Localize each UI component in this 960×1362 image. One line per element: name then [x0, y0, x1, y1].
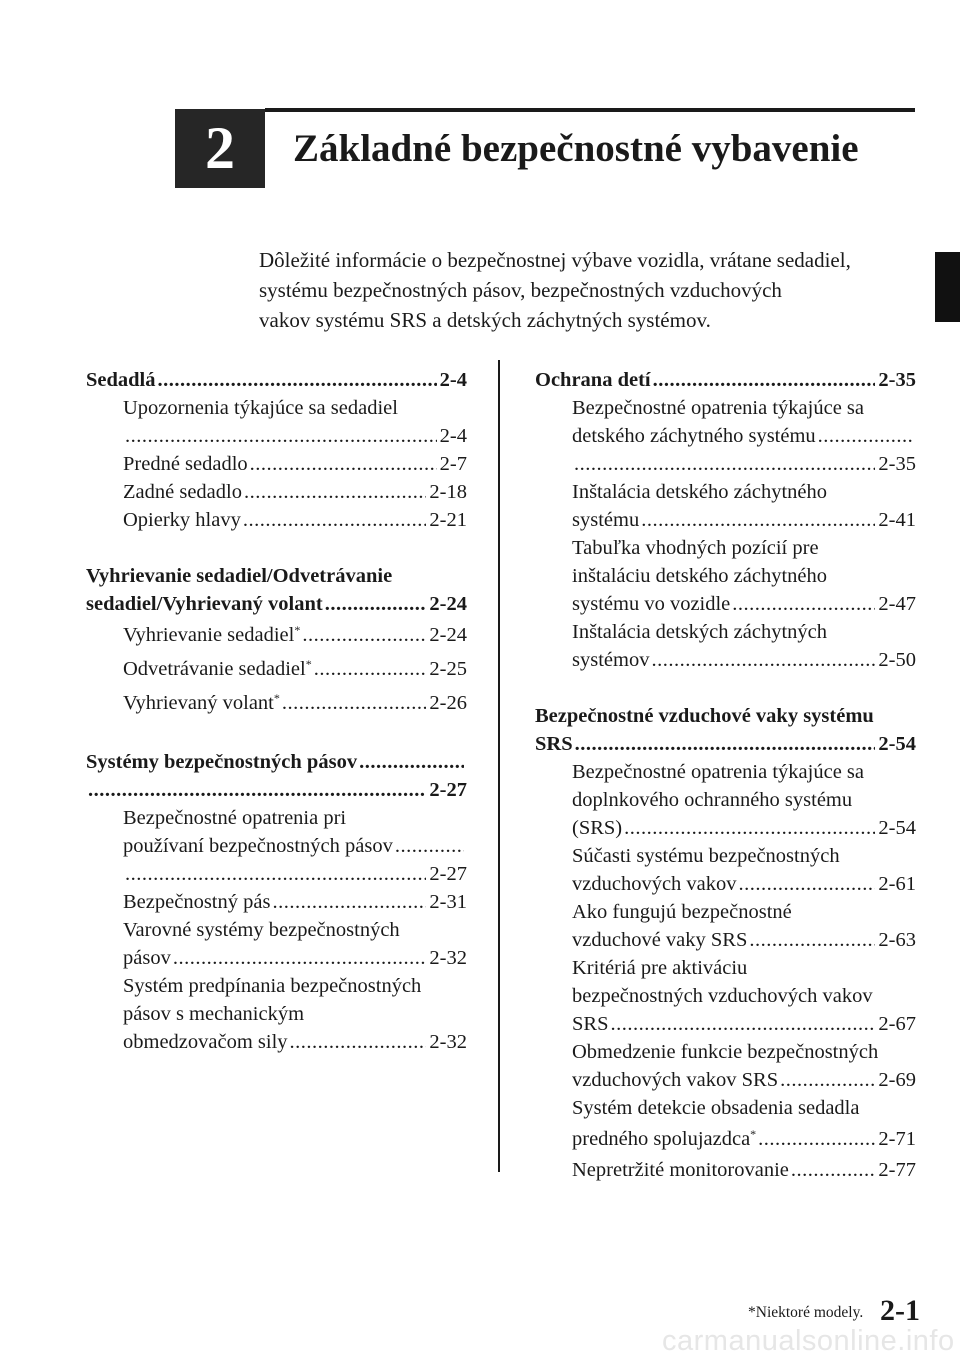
toc-entry[interactable]: Bezpečnostné opatrenia týkajúce sa detského záchytného systému ..... ..... 2-35 — [535, 394, 916, 478]
toc-section-child-safety — [535, 366, 916, 674]
toc-entry[interactable]: Predné sedadlo ..... 2-7 — [86, 450, 467, 478]
model-footnote-mark: * — [305, 657, 312, 671]
title-rule — [265, 108, 915, 112]
toc-entry[interactable]: Systém detekcie obsadenia sedadla predného spolujazdca* ..... 2-71 — [535, 1094, 916, 1156]
toc-entry[interactable]: Bezpečnostný pás ..... 2-31 — [86, 888, 467, 916]
footnote: *Niektoré modely. — [748, 1304, 864, 1321]
toc-column-left — [86, 366, 467, 1056]
toc-column-right — [535, 366, 916, 1184]
toc-entry[interactable]: Súčasti systému bezpečnostných vzduchových vakov ..... 2-61 — [535, 842, 916, 898]
watermark: carmanualsonline.info — [662, 1325, 955, 1357]
chapter-number-box — [175, 109, 265, 188]
toc-entry[interactable]: Systém predpínania bezpečnostných pásov s mechanickým obmedzovačom sily ..... 2-32 — [86, 972, 467, 1056]
model-footnote-mark: * — [294, 623, 301, 637]
toc-entry[interactable]: Inštalácia detského záchytného systému ..... 2-41 — [535, 478, 916, 534]
toc-section-title[interactable]: Ochrana detí ..... 2-35 — [535, 366, 916, 394]
intro-line: systému bezpečnostných pásov, bezpečnostných vzduchových — [259, 278, 782, 302]
model-footnote-mark: * — [273, 691, 280, 705]
toc-entry[interactable]: Nepretržité monitorovanie ..... 2-77 — [535, 1156, 916, 1184]
page-number: 2-1 — [880, 1294, 920, 1327]
chapter-side-tab — [935, 252, 960, 322]
toc-entry[interactable]: Bezpečnostné opatrenia pri používaní bezpečnostných pásov ..... ..... 2-27 — [86, 804, 467, 888]
toc-entry[interactable]: Kritériá pre aktiváciu bezpečnostných vzduchových vakov SRS ..... 2-67 — [535, 954, 916, 1038]
toc-section-seat-belts — [86, 748, 467, 1056]
toc-entry[interactable]: Opierky hlavy ..... 2-21 — [86, 506, 467, 534]
toc-section-airbags — [535, 702, 916, 1184]
toc-section-seat-heating — [86, 562, 467, 720]
toc-section-title[interactable]: Vyhrievanie sedadiel/Odvetrávanie sedadiel/Vyhrievaný volant ..... 2-24 — [86, 562, 467, 618]
intro-line: vakov systému SRS a detských záchytných systémov. — [259, 308, 711, 332]
toc-entry[interactable]: Vyhrievaný volant* ..... 2-26 — [86, 686, 467, 720]
toc-entry[interactable]: Vyhrievanie sedadiel* ..... 2-24 — [86, 618, 467, 652]
intro-line: Dôležité informácie o bezpečnostnej výbave vozidla, vrátane sedadiel, — [259, 248, 851, 272]
toc-entry[interactable]: Zadné sedadlo ..... 2-18 — [86, 478, 467, 506]
toc-entry[interactable]: Ako fungujú bezpečnostné vzduchové vaky SRS ..... 2-63 — [535, 898, 916, 954]
toc-entry[interactable]: Varovné systémy bezpečnostných pásov ..... 2-32 — [86, 916, 467, 972]
toc-entry[interactable]: Bezpečnostné opatrenia týkajúce sa doplnkového ochranného systému (SRS) ..... 2-54 — [535, 758, 916, 842]
toc-section-title[interactable]: Bezpečnostné vzduchové vaky systému SRS ..... 2-54 — [535, 702, 916, 758]
chapter-intro — [259, 245, 919, 335]
model-footnote-mark: * — [750, 1127, 757, 1141]
chapter-title: Základné bezpečnostné vybavenie — [293, 127, 859, 170]
toc-entry[interactable]: Upozornenia týkajúce sa sedadiel ..... 2-4 — [86, 394, 467, 450]
toc-entry[interactable]: Inštalácia detských záchytných systémov ..... 2-50 — [535, 618, 916, 674]
toc-entry[interactable]: Tabuľka vhodných pozícií pre inštaláciu detského záchytného systému vo vozidle ..... 2-47 — [535, 534, 916, 618]
toc-entry[interactable]: Obmedzenie funkcie bezpečnostných vzduchových vakov SRS ..... 2-69 — [535, 1038, 916, 1094]
toc-section-seats — [86, 366, 467, 534]
toc-section-title[interactable]: Systémy bezpečnostných pásov ..... ..... 2-27 — [86, 748, 467, 804]
toc-section-title[interactable]: Sedadlá ..... 2-4 — [86, 366, 467, 394]
column-divider — [498, 360, 500, 1172]
toc-entry[interactable]: Odvetrávanie sedadiel* ..... 2-25 — [86, 652, 467, 686]
chapter-number: 2 — [205, 115, 235, 181]
